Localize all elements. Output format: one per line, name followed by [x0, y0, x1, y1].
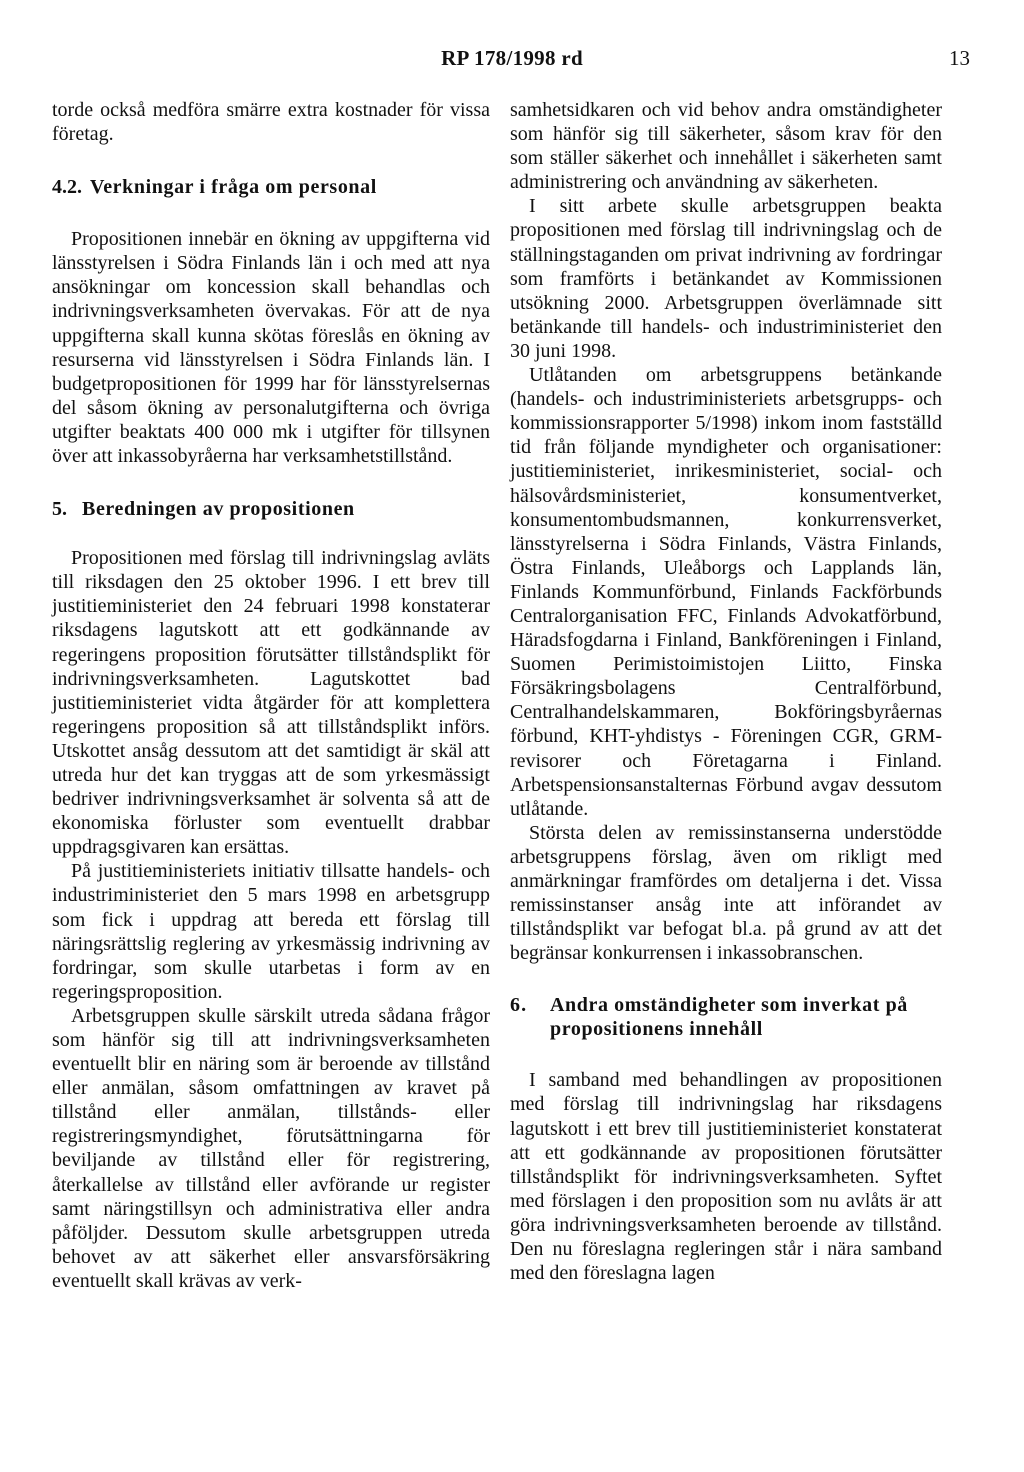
- paragraph: På justitieministeriets initiativ tillsatte handels- och industriministeriet den 5 mars 1998 en arbetsgrupp som fick i uppdrag att bereda ett förslag till näringsrättslig reglering av yrkesmässig indrivning av fordringar, som skulle utarbetas i form av en regeringsproposition.: [52, 860, 490, 1003]
- paragraph-intro: torde också medföra smärre extra kostnader för vissa företag.: [52, 99, 490, 146]
- paragraph: Största delen av remissinstanserna understödde arbetsgruppens förslag, även om rikligt med anmärkningar framfördes om detaljerna i det. Vissa remissinstanser ansåg inte att införandet av tillståndsplikt var befogat bl.a. på grund av att det begränsar konkurrensen i inkassobranschen.: [510, 821, 942, 965]
- section-number: 6.: [510, 994, 528, 1017]
- paragraph-continued: samhetsidkaren och vid behov andra omständigheter som hänför sig till säkerheter, såsom krav för den som ställer säkerhet och innehållet i säkerheten samt administrering och användning av säkerheten.: [510, 99, 942, 194]
- section-title: Andra omständigheter som inverkat på propositionens innehåll: [550, 994, 908, 1041]
- paragraph: Arbetsgruppen skulle särskilt utreda sådana frågor som hänför sig till att indrivningsverksamheten eventuellt blir en näring som är beroende av tillstånd eller anmälan, såsom omfattningen av kravet på tillstånd eller anmälan, tillstånds- eller registreringsmyndighet, förutsättningarna för beviljande av tillstånd eller för registrering, återkallelse av tillstånd eller avförande ur register samt näringstillsyn och administrativa eller andra påföljder. Dessutom skulle arbetsgruppen utreda behovet av att säkerhet eller ansvarsförsäkring eventuellt skall krävas av verk-: [52, 1004, 490, 1292]
- section-heading-4-2: [52, 175, 490, 199]
- section-number: 5.: [52, 498, 67, 521]
- section-title: Verkningar i fråga om personal: [90, 176, 377, 199]
- document-reference: RP 178/1998 rd: [441, 46, 583, 70]
- paragraph: Utlåtanden om arbetsgruppens betänkande (handels- och industriministeriets arbetsgrupps- och kommissionsrapporter 5/1998) inkom inom fastställd tid från följande myndigheter och organisationer: justitieministeriet, inrikesministeriet, social- och hälsovårdsministeriet, konsumentverket, konsumentombudsmannen, konkurrensverket, länsstyrelserna i Södra Finlands, Västra Finlands, Östra Finlands, Uleåborgs och Lapplands län, Finlands Kommunförbund, Finlands Fackförbunds Centralorganisation FFC, Finlands Advokatförbund, Häradsfogdarna i Finland, Bankföreningen i Finland, Suomen Perimistoimistojen Liitto, Finska Försäkringsbolagens Centralförbund, Centralhandelskammaren, Bokföringsbyråernas förbund, KHT-yhdistys - Föreningen CGR, GRM-revisorer och Företagarna i Finland. Arbetspensionsanstalternas Förbund avgav dessutom utlåtande.: [510, 364, 942, 820]
- section-title: Beredningen av propositionen: [82, 498, 355, 521]
- paragraph: Propositionen innebär en ökning av uppgifterna vid länsstyrelsen i Södra Finlands län i och med att nya ansökningar om koncession skall behandlas och indrivningsverksamheten övervakas. För att de nya uppgifterna skall kunna skötas föreslås en ökning av resurserna vid länsstyrelsen i Södra Finlands län. I budgetpropositionen för 1999 har för länsstyrelsernas del såsom ökning av personalutgifterna och övriga utgifter beaktats 400 000 mk i utgifter för tillsynen över att inkassobyråerna har verksamhetstillstånd.: [52, 228, 490, 468]
- section-heading-6: [510, 993, 942, 1041]
- section-heading-5: [52, 497, 490, 521]
- right-column: [510, 98, 942, 1285]
- paragraph: I samband med behandlingen av propositionen med förslag till indrivningslag har riksdagens lagutskott i ett brev till justitieministeriet konstaterat att ett godkännande av propositionen förutsätter tillståndsplikt för indrivningsverksamheten. Syftet med förslagen i den proposition som nu avlåts är att göra indrivningsverksamheten beroende av tillstånd. Den nu föreslagna regleringen står i nära samband med den föreslagna lagen: [510, 1069, 942, 1285]
- paragraph: I sitt arbete skulle arbetsgruppen beakta propositionen med förslag till indrivningslag och de ställningstaganden om privat indrivning av fordringar som framförts i betänkandet av Kommissionen utsökning 2000. Arbetsgruppen överlämnade sitt betänkande till handels- och industriministeriet den 30 juni 1998.: [510, 195, 942, 362]
- left-column: [52, 98, 490, 1293]
- page-number: 13: [949, 46, 970, 70]
- paragraph: Propositionen med förslag till indrivningslag avläts till riksdagen den 25 oktober 1996. I ett brev till justitieministeriet den 24 februari 1998 konstaterar riksdagens lagutskott att ett godkännande av regeringens proposition förutsätter tillståndsplikt för indrivningsverksamheten. Lagutskottet bad justitieministeriet vidta åtgärder för att komplettera regeringens proposition så att tillståndsplikt införs. Utskottet ansåg dessutom att det samtidigt är skäl att utreda hur det kan tryggas att de som yrkesmässigt bedriver indrivningsverksamhet är solventa så att de ekonomiska förluster som eventuellt drabbar uppdragsgivaren kan ersättas.: [52, 547, 490, 859]
- section-number: 4.2.: [52, 176, 82, 199]
